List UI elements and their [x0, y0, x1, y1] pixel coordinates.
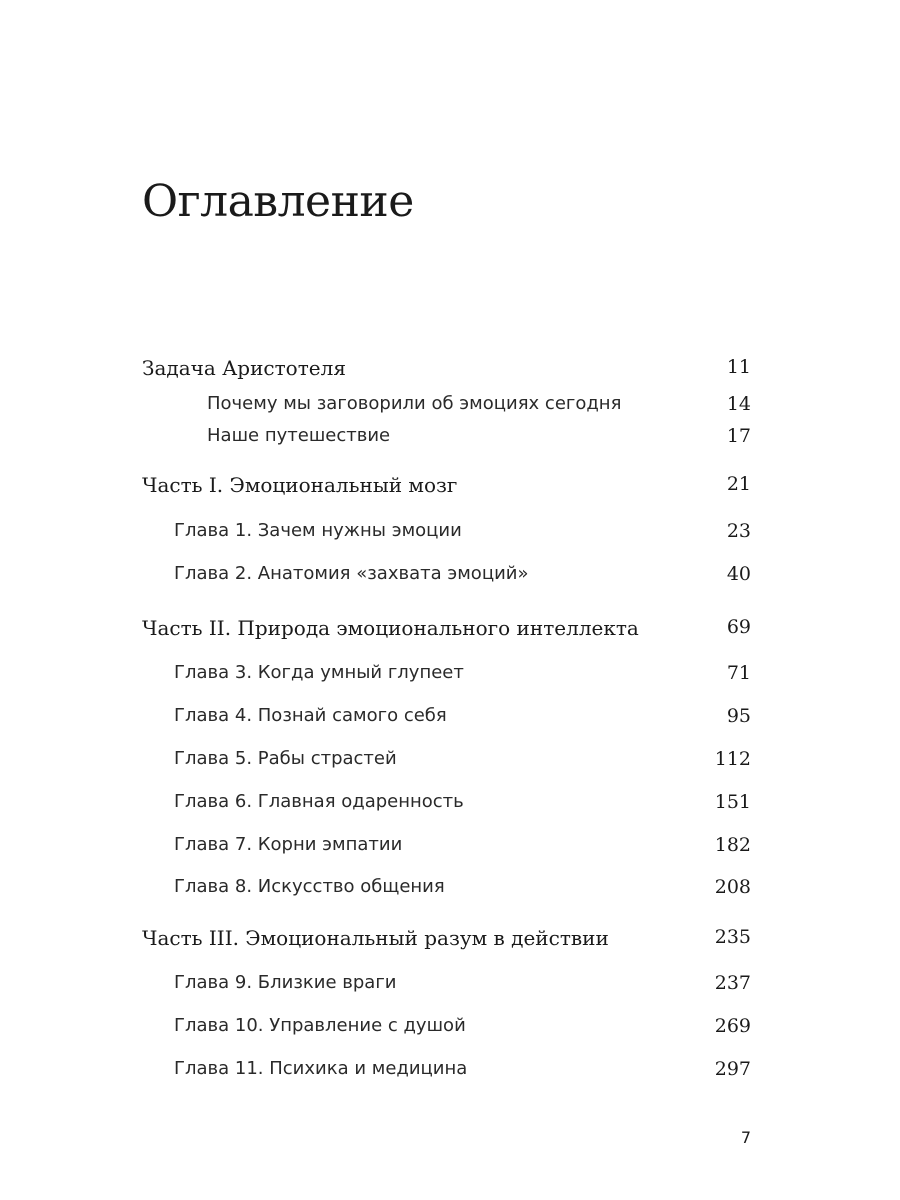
toc-page-number: 297 [714, 1058, 751, 1080]
page-title: Оглавление [142, 176, 414, 227]
toc-entry-chapter-8[interactable] [0, 876, 900, 906]
toc-page-number: 69 [726, 616, 751, 638]
toc-page-number: 95 [726, 705, 751, 727]
toc-entry-part2[interactable] [0, 616, 900, 646]
toc-label: Часть II. Природа эмоционального интеллекта [142, 616, 639, 640]
toc-page-number: 40 [726, 563, 751, 585]
toc-page-number: 11 [726, 356, 751, 378]
toc-entry-chapter-2[interactable] [0, 563, 900, 593]
toc-entry-chapter-5[interactable] [0, 748, 900, 778]
toc-page-number: 208 [714, 876, 751, 898]
toc-label: Глава 6. Главная одаренность [174, 791, 464, 812]
toc-label: Часть III. Эмоциональный разум в действии [142, 926, 609, 950]
toc-entry-chapter-11[interactable] [0, 1058, 900, 1088]
toc-entry-chapter-3[interactable] [0, 662, 900, 692]
toc-label: Задача Аристотеля [142, 356, 346, 380]
toc-label: Глава 1. Зачем нужны эмоции [174, 520, 462, 541]
toc-page-number: 269 [714, 1015, 751, 1037]
toc-entry-chapter-9[interactable] [0, 972, 900, 1002]
toc-entry-chapter-4[interactable] [0, 705, 900, 735]
toc-entry-part1[interactable] [0, 473, 900, 503]
toc-entry-part3[interactable] [0, 926, 900, 956]
toc-entry-chapter-7[interactable] [0, 834, 900, 864]
toc-page-number: 71 [726, 662, 751, 684]
toc-page-number: 235 [714, 926, 751, 948]
toc-label: Глава 8. Искусство общения [174, 876, 445, 897]
toc-label: Часть I. Эмоциональный мозг [142, 473, 458, 497]
toc-page-number: 14 [726, 393, 751, 415]
toc-entry-intro-sub2[interactable] [0, 425, 900, 455]
toc-page-number: 182 [714, 834, 751, 856]
toc-page-number: 151 [714, 791, 751, 813]
toc-label: Наше путешествие [207, 425, 391, 446]
toc-label: Глава 7. Корни эмпатии [174, 834, 403, 855]
toc-label: Глава 9. Близкие враги [174, 972, 397, 993]
toc-page-number: 23 [726, 520, 751, 542]
toc-page-number: 21 [726, 473, 751, 495]
toc-label: Глава 5. Рабы страстей [174, 748, 397, 769]
toc-page-number: 17 [726, 425, 751, 447]
toc-entry-intro-sub1[interactable] [0, 393, 900, 423]
toc-page-number: 112 [714, 748, 751, 770]
toc-label: Глава 11. Психика и медицина [174, 1058, 468, 1079]
toc-page-number: 237 [714, 972, 751, 994]
toc-label: Глава 10. Управление с душой [174, 1015, 466, 1036]
folio-page-number: 7 [740, 1128, 751, 1147]
toc-entry-chapter-1[interactable] [0, 520, 900, 550]
toc-label: Глава 2. Анатомия «захвата эмоций» [174, 563, 529, 584]
toc-entry-chapter-10[interactable] [0, 1015, 900, 1045]
toc-label: Глава 3. Когда умный глупеет [174, 662, 464, 683]
toc-label: Почему мы заговорили об эмоциях сегодня [207, 393, 622, 414]
toc-entry-intro[interactable] [0, 356, 900, 386]
toc-label: Глава 4. Познай самого себя [174, 705, 447, 726]
toc-entry-chapter-6[interactable] [0, 791, 900, 821]
